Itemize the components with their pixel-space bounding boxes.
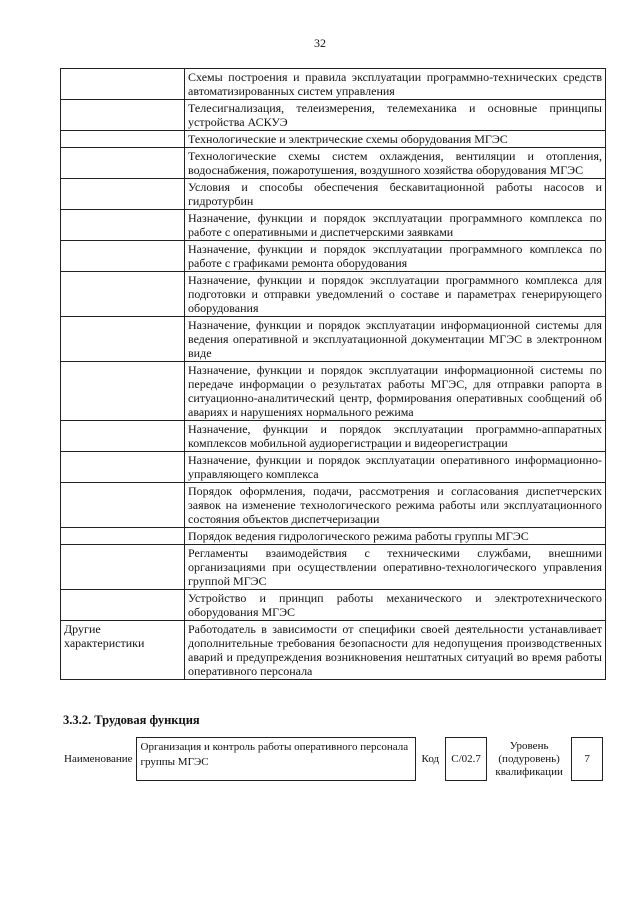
row-text: Назначение, функции и порядок эксплуатации программно-аппаратных комплексов мобильной аудиорегистрации и видеорегистрации — [185, 421, 606, 452]
row-text: Назначение, функции и порядок эксплуатации программного комплекса по работе с оперативными и диспетчерскими заявками — [185, 210, 606, 241]
row-category: Другие характеристики — [61, 621, 185, 680]
row-text: Назначение, функции и порядок эксплуатации программного комплекса для подготовки и отправки уведомлений о составе и параметрах генерирующего оборудования — [185, 272, 606, 317]
table-row — [61, 452, 606, 483]
table-row — [61, 545, 606, 590]
table-row — [61, 179, 606, 210]
page-number: 32 — [314, 36, 326, 50]
level-label: Уровень (подуровень) квалификации — [495, 739, 563, 778]
table-row — [61, 241, 606, 272]
row-category — [61, 241, 185, 272]
row-text: Порядок ведения гидрологического режима работы группы МГЭС — [185, 528, 606, 545]
table-row — [61, 528, 606, 545]
row-category — [61, 421, 185, 452]
row-text: Регламенты взаимодействия с техническими службами, внешними организациями при осуществлении оперативно-технологического управления группой МГЭС — [185, 545, 606, 590]
row-category — [61, 272, 185, 317]
code-value: C/02.7 — [446, 738, 487, 781]
table-row — [61, 100, 606, 131]
row-text: Технологические схемы систем охлаждения, вентиляции и отопления, водоснабжения, пожаротушения, воздушного хозяйства оборудования МГЭС — [185, 148, 606, 179]
requirements-table — [60, 68, 606, 680]
row-category — [61, 528, 185, 545]
table-row — [61, 69, 606, 100]
table-row — [61, 272, 606, 317]
row-category — [61, 545, 185, 590]
name-label: Наименование — [64, 753, 133, 765]
row-category — [61, 452, 185, 483]
table-row — [61, 621, 606, 680]
table-row — [61, 362, 606, 421]
row-text: Назначение, функции и порядок эксплуатации программного комплекса по работе с графиками ремонта оборудования — [185, 241, 606, 272]
table-row — [61, 421, 606, 452]
row-category — [61, 148, 185, 179]
row-category — [61, 317, 185, 362]
row-category — [61, 69, 185, 100]
row-text: Телесигнализация, телеизмерения, телемеханика и основные принципы устройства АСКУЭ — [185, 100, 606, 131]
row-text: Работодатель в зависимости от специфики своей деятельности устанавливает дополнительные требования безопасности для недопущения производственных аварий и предупреждения возникновения нештатных ситуаций во время работы оперативного персонала — [185, 621, 606, 680]
name-value: Организация и контроль работы оперативного персонала группы МГЭС — [136, 738, 415, 781]
table-row — [61, 131, 606, 148]
row-text: Назначение, функции и порядок эксплуатации информационной системы для ведения оперативной и эксплуатационной документации МГЭС в электронном виде — [185, 317, 606, 362]
row-text: Схемы построения и правила эксплуатации программно-технических средств автоматизированных систем управления — [185, 69, 606, 100]
requirements-table-body — [61, 69, 606, 680]
row-category — [61, 210, 185, 241]
row-text: Устройство и принцип работы механического и электротехнического оборудования МГЭС — [185, 590, 606, 621]
row-category — [61, 362, 185, 421]
labor-function-row — [64, 738, 603, 781]
level-value: 7 — [572, 738, 603, 781]
section-title: 3.3.2. Трудовая функция — [63, 713, 200, 727]
row-text: Условия и способы обеспечения бескавитационной работы насосов и гидротурбин — [185, 179, 606, 210]
row-text: Порядок оформления, подачи, рассмотрения и согласования диспетчерских заявок на изменение технологического режима работы или эксплуатационного состояния объектов диспетчеризации — [185, 483, 606, 528]
code-label: Код — [421, 753, 440, 765]
table-row — [61, 590, 606, 621]
row-category — [61, 483, 185, 528]
row-category — [61, 590, 185, 621]
row-text: Назначение, функции и порядок эксплуатации информационной системы по передаче информации о результатах работы МГЭС, для отправки рапорта в ситуационно-аналитический центр, формирования оперативных сообщений об авариях и нарушениях нормального режима — [185, 362, 606, 421]
row-category — [61, 179, 185, 210]
table-row — [61, 483, 606, 528]
table-row — [61, 210, 606, 241]
table-row — [61, 317, 606, 362]
row-category — [61, 100, 185, 131]
row-text: Технологические и электрические схемы оборудования МГЭС — [185, 131, 606, 148]
row-category — [61, 131, 185, 148]
labor-function-table — [64, 737, 603, 781]
row-text: Назначение, функции и порядок эксплуатации оперативного информационно-управляющего комплекса — [185, 452, 606, 483]
table-row — [61, 148, 606, 179]
